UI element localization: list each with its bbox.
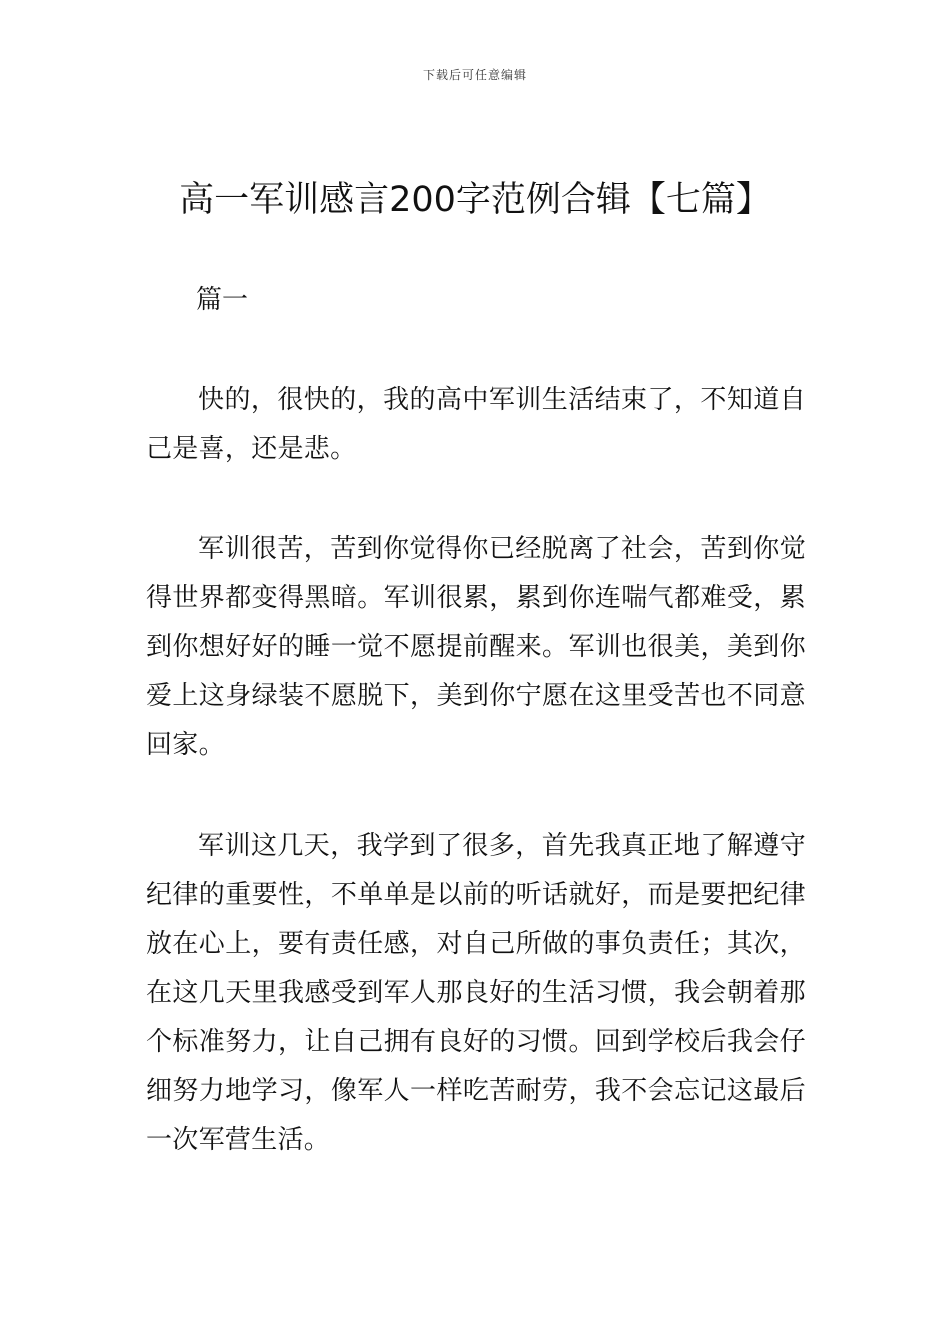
paragraph-1: 快的，很快的，我的高中军训生活结束了，不知道自己是喜，还是悲。 (146, 385, 806, 464)
paragraph-3: 军训这几天，我学到了很多，首先我真正地了解遵守纪律的重要性，不单单是以前的听话就好，而是要把纪律放在心上，要有责任感，对自己所做的事负责任；其次，在这几天里我感受到军人那良好的生活习惯，我会朝着那个标准努力，让自己拥有良好的习惯。回到学校后我会仔细努力地学习，像军人一样吃苦耐劳，我不会忘记这最后一次军营生活。 (146, 831, 806, 1155)
paragraph-2: 军训很苦，苦到你觉得你已经脱离了社会，苦到你觉得世界都变得黑暗。军训很累，累到你连喘气都难受，累到你想好好的睡一觉不愿提前醒来。军训也很美，美到你爱上这身绿装不愿脱下，美到你宁愿在这里受苦也不同意回家。 (146, 534, 806, 760)
header-note: 下载后可任意编辑 (422, 68, 527, 82)
document-title: 高一军训感言200字范例合辑【七篇】 (179, 180, 771, 220)
section-heading: 篇一 (196, 285, 249, 315)
